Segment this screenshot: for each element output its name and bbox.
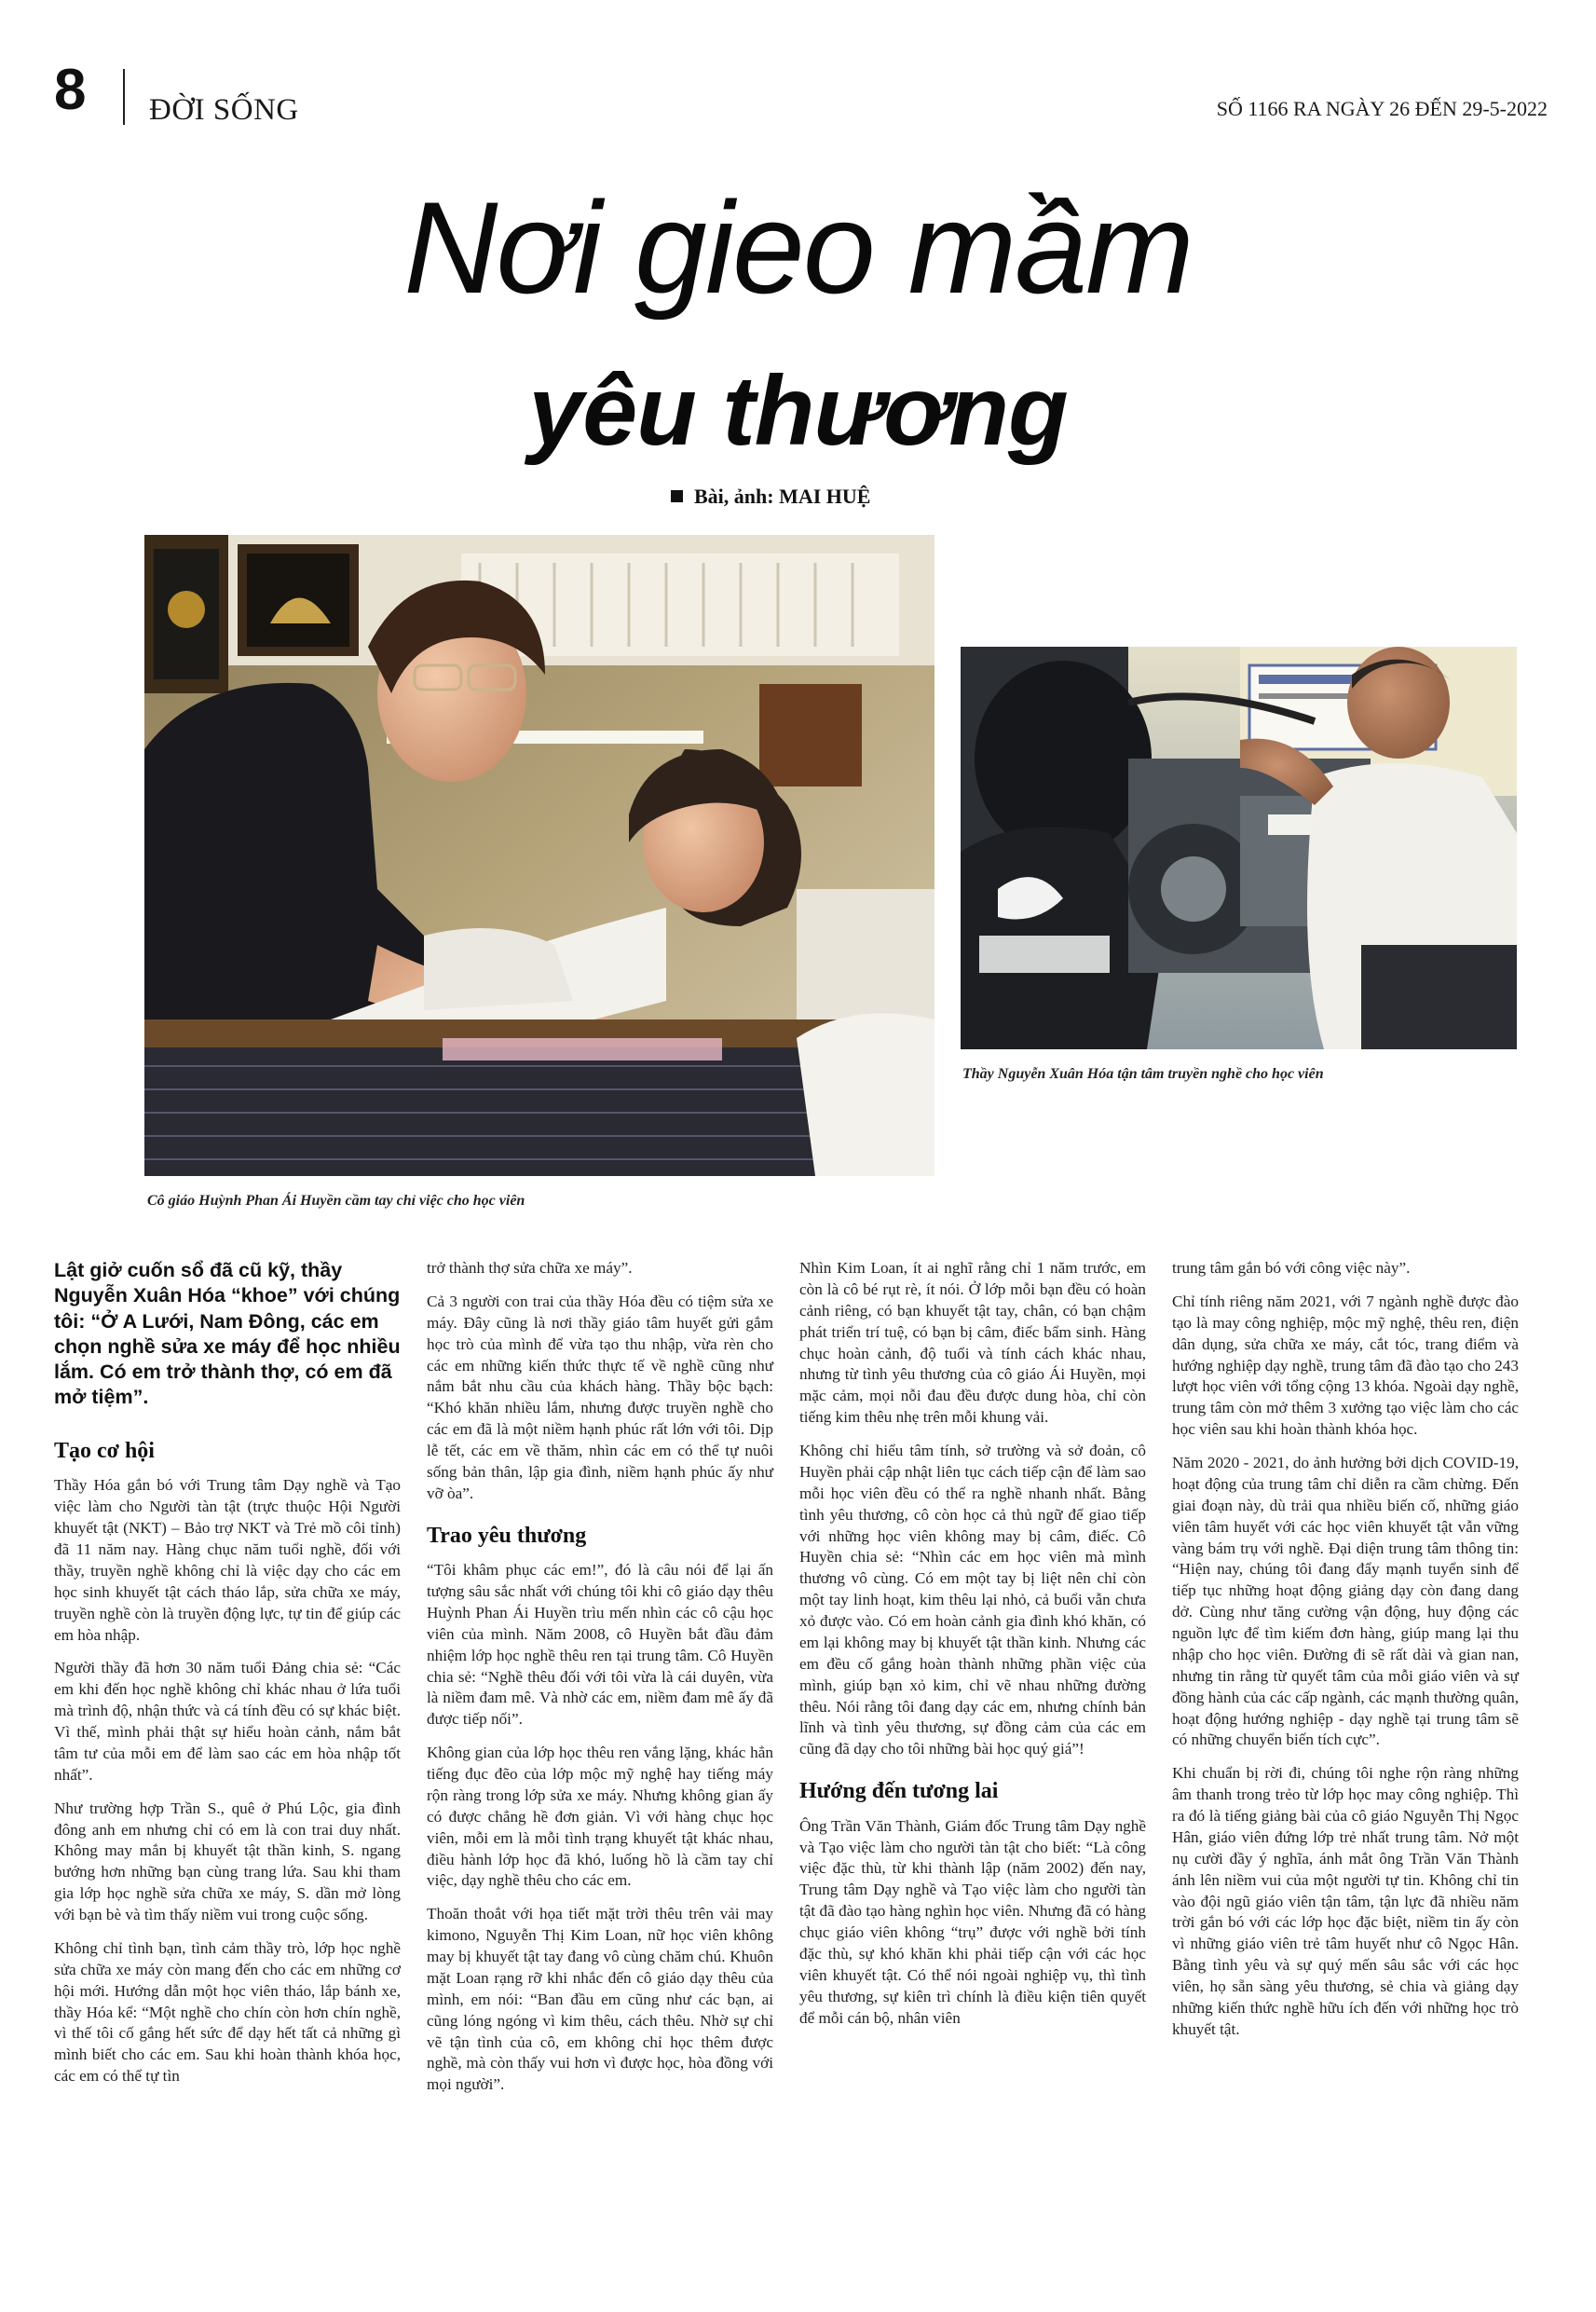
photo-embroidery-class — [144, 535, 934, 1176]
column-2 — [427, 1258, 773, 2108]
column-4 — [1172, 1258, 1519, 2053]
paragraph: trở thành thợ sửa chữa xe máy”. — [427, 1259, 633, 1277]
subheading-huong-den-tuong-lai: Hướng đến tương lai — [799, 1779, 999, 1804]
caption-right-photo: Thầy Nguyễn Xuân Hóa tận tâm truyền nghề cho học viên — [962, 1066, 1324, 1082]
byline — [671, 485, 870, 509]
paragraph: Ông Trần Văn Thành, Giám đốc Trung tâm Dạy nghề và Tạo việc làm cho người tàn tật cho biết: “Là công việc đặc thù, từ khi thành lập (năm 2002) đến nay, Trung tâm Dạy nghề và Tạo việc làm cho người tàn tật đã đào tạo hàng nghìn học viên. Nhưng đã có hàng chục giáo viên không “trụ” được với nghề bởi tính đặc thù, sự khó khăn khi phải tiếp cận với các học viên khuyết tật. Có thể nói ngoài nghiệp vụ, thì tình yêu thương, sự kiên trì chính là điều kiện tiên quyết để mỗi cán bộ, nhân viên — [799, 1816, 1146, 2027]
caption-left-photo: Cô giáo Huỳnh Phan Ái Huyền cầm tay chỉ việc cho học viên — [147, 1193, 525, 1209]
paragraph: Cả 3 người con trai của thầy Hóa đều có tiệm sửa xe máy. Đây cũng là nơi thầy giáo tâm huyết gửi gắm học trò của mình để vừa tạo thu nhập, vừa rèn cho các em những kiến thức thực tế về nghề cũng như nắm bắt nhu cầu của khách hàng. Thầy bộc bạch: “Khó khăn nhiều lắm, nhưng được truyền nghề cho các em đã là một niềm hạnh phúc rất lớn với tôi. Dịp lễ tết, các em về thăm, nhìn các em có thể tự nuôi sống bản thân, lập gia đình, niềm hạnh phúc ấy như vỡ òa”. — [427, 1292, 773, 1502]
header-divider — [123, 69, 125, 125]
byline-author: MAI HUỆ — [779, 485, 871, 508]
paragraph: Không chỉ hiểu tâm tính, sở trường và sở đoản, cô Huyền phải cập nhật liên tục cách tiếp cận để làm sao mỗi học viên đều có thể ra nghề nhanh nhất. Bằng tình yêu thương, cô còn học cả thủ ngữ để giao tiếp với những học viên không may bị câm, điếc. Cô Huyền chia sẻ: “Nhìn các em học viên mà mình thương vô cùng. Có em một tay bị liệt nên chỉ còn một tay linh hoạt, kim thêu lại nhỏ, cả buổi vẫn chưa xỏ được vào. Có em hoàn cảnh gia đình khó khăn, có em lại không may bị khuyết tật thần kinh. Nhưng các em đều cố gắng hoàn thành những phần việc của mình, giúp bạn xỏ kim, chỉ vẽ nhau những đường thêu. Nói rằng tôi đang dạy các em, nhưng chính bản lĩnh và tình yêu thương, sự đồng cảm của các em cũng đã dạy cho tôi những bài học quý giá”! — [799, 1442, 1146, 1758]
subheading-trao-yeu-thuong: Trao yêu thương — [427, 1523, 587, 1548]
headline-line-1: Nơi gieo mầm — [403, 174, 1193, 321]
photo-motorbike-repair — [961, 647, 1517, 1049]
byline-label: Bài, ảnh: — [694, 485, 774, 508]
paragraph: Chỉ tính riêng năm 2021, với 7 ngành nghề được đào tạo là may công nghiệp, mộc mỹ nghệ, thêu ren, điện dân dụng, sửa chữa xe máy, cắt tóc, trang điểm và hướng nghiệp dạy nghề, trung tâm đã đào tạo cho 243 lượt học viên với tổng cộng 13 khóa. Ngoài dạy nghề, trung tâm còn mở thêm 3 xưởng tạo việc làm cho các học viên sau khi hoàn thành khóa học. — [1172, 1292, 1519, 1439]
paragraph: Như trường hợp Trần S., quê ở Phú Lộc, gia đình đông anh em nhưng chỉ có em là con trai duy nhất. Không may mắn bị khuyết tật thần kinh, S. ngang bướng hơn những bạn cùng trang lứa. Sau khi tham gia lớp học nghề sửa chữa xe máy, S. dần mở lòng với bạn bè và tìm thấy niềm vui trong cuộc sống. — [54, 1799, 401, 1923]
photo-embroidery-image — [144, 535, 934, 1176]
page-number: 8 — [54, 58, 87, 122]
section-name: ĐỜI SỐNG — [149, 93, 299, 127]
subheading-tao-co-hoi: Tạo cơ hội — [54, 1438, 155, 1463]
photo-motorbike-image — [961, 647, 1517, 1049]
paragraph: Nhìn Kim Loan, ít ai nghĩ rằng chỉ 1 năm trước, em còn là cô bé rụt rè, ít nói. Ở lớp mỗi bạn đều có hoàn cảnh riêng, có bạn khuyết tật tay, chân, có bạn chậm phát triển trí tuệ, có bạn bị câm, điếc bẩm sinh. Hàng chục hoàn cảnh, độ tuổi và tính cách khác nhau, nhưng từ tình yêu thương của cô giáo Ái Huyền, mọi mặc cảm, mọi nỗi đau đều được dung hòa, chỉ còn tiếng kim thêu nhẹ trên mỗi khung vải. — [799, 1259, 1146, 1427]
paragraph: Khi chuẩn bị rời đi, chúng tôi nghe rộn ràng những âm thanh trong trẻo từ lớp học may công nghiệp. Thì ra đó là tiếng giảng bài của cô giáo Nguyễn Thị Ngọc Hân, giáo viên đứng lớp trẻ nhất trung tâm. Nở một nụ cười đầy ý nghĩa, ánh mắt ông Trần Văn Thành ánh lên niềm vui của một người tự tin. Không chỉ tin vào đội ngũ giáo viên tận tâm, tận lực đã nhiều năm trời gắn bó với các lớp học đặc biệt, niềm tin ấy còn vì những giáo viên trẻ tâm huyết như cô Ngọc Hân. Bằng tình yêu và sự quý mến sâu sắc với các học viên, họ sẵn sàng yêu thương, sẻ chia và giảng dạy những kiến thức nghề hữu ích đến với những học trò khuyết tật. — [1172, 1764, 1519, 2038]
paragraph: Không gian của lớp học thêu ren vắng lặng, khác hẳn tiếng đục đẽo của lớp mộc mỹ nghệ hay tiếng máy rộn ràng trong lớp sửa xe máy. Nhưng không gian ấy có được chẳng hề đơn giản. Vì với hàng chục học viên, mỗi em là mỗi tình trạng khuyết tật khác nhau, điều hành lớp học đã khó, luống hồ là cầm tay chỉ việc, dạy nghề thêu cho các em. — [427, 1744, 773, 1890]
paragraph: trung tâm gắn bó với công việc này”. — [1172, 1259, 1411, 1277]
paragraph: Người thầy đã hơn 30 năm tuổi Đảng chia sẻ: “Các em khi đến học nghề không chỉ khác nhau ở lứa tuổi mà trình độ, nhận thức và cá tính đều có sự khác biệt. Vì thế, mình phải thật sự hiểu hoàn cảnh, nắm bắt tâm tư của mỗi em để làm sao các em hòa nhập tốt nhất”. — [54, 1659, 401, 1784]
lead-paragraph: Lật giở cuốn sổ đã cũ kỹ, thầy Nguyễn Xuân Hóa “khoe” với chúng tôi: “Ở A Lưới, Nam Đông, các em chọn nghề sửa xe máy để học nhiều lắm. Có em trở thành thợ, có em đã mở tiệm”. — [54, 1259, 401, 1409]
headline-line-2: yêu thương — [528, 356, 1068, 466]
column-1 — [54, 1258, 401, 2100]
paragraph: Năm 2020 - 2021, do ảnh hưởng bởi dịch COVID-19, hoạt động của trung tâm chỉ diễn ra cầm chừng. Đến giai đoạn này, dù trải qua nhiều biến cố, những giáo viên tâm huyết với các học viên khuyết tật vẫn vững vàng bám trụ với nghề. Đại diện trung tâm thông tin: “Hiện nay, chúng tôi đang đẩy mạnh tuyển sinh để tiếp tục những hoạt động giảng dạy còn đang dang dở. Cùng như tăng cường vận động, huy động các nguồn lực để tìm kiếm đơn hàng, giúp mang lại thu nhập cho học viên. Đường đi sẽ rất dài và gian nan, nhưng tin rằng từ quyết tâm của mỗi giáo viên và sự đồng hành của các cấp ngành, các mạnh thường quân, hoạt động hướng nghiệp - dạy nghề tại trung tâm sẽ có những chuyển biến tích cực”. — [1172, 1454, 1519, 1749]
issue-info: SỐ 1166 RA NGÀY 26 ĐẾN 29-5-2022 — [1216, 97, 1548, 120]
paragraph: Không chỉ tình bạn, tình cảm thầy trò, lớp học nghề sửa chữa xe máy còn mang đến cho các em những cơ hội mới. Hướng dẫn một học viên tháo, lắp bánh xe, thầy Hóa kể: “Một nghề cho chín còn hơn chín nghề, vì thế tôi cố gắng hết sức để dạy hết tất cả những gì mình biết cho các em. Sau khi hoàn thành khóa học, các em có thể tự tìn — [54, 1938, 401, 2086]
paragraph: Thầy Hóa gắn bó với Trung tâm Dạy nghề và Tạo việc làm cho Người tàn tật (trực thuộc Hội Người khuyết tật (NKT) – Bảo trợ NKT và Trẻ mồ côi tỉnh) đã 11 năm nay. Hàng chục năm tuổi nghề, đối với thầy, truyền nghề không chỉ là việc dạy cho các em học sinh khuyết tật cách tháo lắp, sửa chữa xe máy, truyền nghề còn là truyền động lực, tự tin để giúp các em hòa nhập. — [54, 1476, 401, 1644]
bullet-square-icon — [671, 490, 683, 502]
column-3 — [799, 1258, 1146, 2041]
paragraph: Thoăn thoắt với họa tiết mặt trời thêu trên vải may kimono, Nguyễn Thị Kim Loan, nữ học viên không may bị khuyết tật tay đang vô cùng chăm chú. Khuôn mặt Loan rạng rỡ khi nhắc đến cô giáo dạy thêu của mình, em nói: “Ban đầu em cũng như các bạn, ai cũng lóng ngóng vì kim thêu, cách thêu. Nhờ sự chỉ vẽ tận tình của cô, em không chỉ học thêm được nghề, mà còn thấy vui hơn vì được học, hòa đồng với mọi người”. — [427, 1905, 773, 2094]
paragraph: “Tôi khâm phục các em!”, đó là câu nói để lại ấn tượng sâu sắc nhất với chúng tôi khi cô giáo dạy thêu Huỳnh Phan Ái Huyền trìu mến nhìn các cô cậu học viên của mình. Năm 2008, cô Huyền bắt đầu đảm nhiệm lớp học nghề thêu ren tại trung tâm. Cô Huyền chia sẻ: “Nghề thêu đối với tôi vừa là cái duyên, vừa là niềm đam mê. Và nhờ các em, niềm đam mê ấy đã được tiếp nối”. — [427, 1561, 773, 1729]
